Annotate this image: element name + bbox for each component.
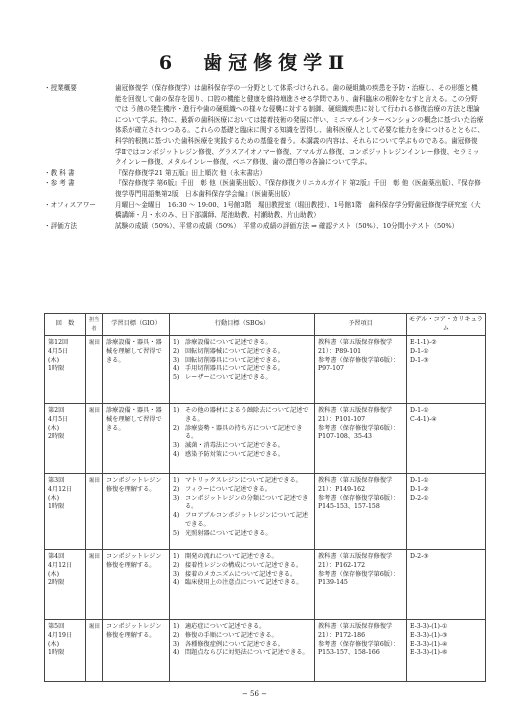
core-item: E-1-1)-② <box>410 339 437 346</box>
session-cell: 第2回 4月5日 (木) 2時限 <box>45 404 86 474</box>
core-item: D-1-① <box>410 477 429 484</box>
table-row <box>45 620 486 682</box>
info-row <box>44 83 484 168</box>
sbo-text: その他の器材によるう蝕除去について記述できる。 <box>185 407 309 423</box>
sbo-number: 3) <box>173 356 180 364</box>
core-list <box>410 623 483 658</box>
sbo-item <box>173 477 312 486</box>
teacher-cell: 堀田 <box>86 404 103 474</box>
sbo-text: 診療設備について記述できる。 <box>185 339 272 346</box>
info-text: 歯冠修復学（保存修復学）は歯科保存学の一分野として体系づけられる。歯の硬組織の疾患を予防・治療し、その形態と機能を回復して歯の保存を図り、口腔の機能と健康を維持増進させる学問であり、歯科臨床の根幹をなすと言える。この分野では う蝕の発生機序・進行や歯の硬組織への様々な侵襲に対する制御、硬組織疾患に対して行われる修復治療の方法と理論について学ぶ。特に、最新の歯科医療においては接着技術の発展に伴い、ミニマルインターベンションの概念に基づいた治療体系が確立されつつある。これらの基礎と臨床に関する知識を習得し、歯科医療人として必要な能力を身につけるとともに、科学的根拠に基づいた歯科医療を実践するための基盤を養う。本講義の内容は、それらについて学ぶものである。歯冠修復学Ⅱではコンポジットレジン修復、グラスアイオノマー修復、アマルガム修復、コンポジットレジンインレー修復、セラミックインレー修復、メタルインレー修復、ベニア修復、歯の漂白等の各論について学ぶ。 <box>115 84 484 167</box>
sbo-text: 診療姿勢・器具の持ち方について記述できる。 <box>185 424 303 441</box>
sbo-cell <box>170 404 315 474</box>
sbo-text: 開発の流れについて記述できる。 <box>185 553 278 560</box>
gio-cell: コンポジットレジン修復を理解する。 <box>103 474 170 550</box>
core-cell <box>407 620 486 682</box>
sbo-text: コンポジットレジンの分類について記述できる。 <box>185 494 309 511</box>
sbo-item <box>173 530 312 539</box>
sbo-list <box>173 623 312 658</box>
sbo-number: 4) <box>173 450 180 458</box>
core-cell <box>407 550 486 620</box>
sbo-text: 回転切削器具について記述できる。 <box>185 356 284 364</box>
header-session: 回 数 <box>45 314 86 336</box>
sbo-item <box>173 374 312 383</box>
header-sbo: 行動目標（SBOs） <box>170 314 315 336</box>
info-row <box>44 178 484 199</box>
gio-cell: コンポジットレジン修復を理解する。 <box>103 620 170 682</box>
sbo-number: 2) <box>173 631 180 639</box>
sbo-list <box>173 477 312 539</box>
sbo-number: 2) <box>173 424 180 432</box>
sbo-cell <box>170 474 315 550</box>
sbo-list <box>173 339 312 383</box>
info-label: ・授業概要 <box>44 84 77 92</box>
info-text: 『保存修復学21 第五版』田上順次 他（永末書店） <box>115 168 267 177</box>
table-header-row <box>45 314 486 336</box>
info-row <box>44 200 484 221</box>
sbo-text: 回転切削器械について記述できる。 <box>185 347 284 355</box>
sbo-number: 4) <box>173 649 180 657</box>
sbo-text: レーザーについて記述できる。 <box>185 374 272 382</box>
core-item: D-1-② <box>410 485 429 493</box>
core-list <box>410 553 483 562</box>
sbo-item <box>173 649 312 658</box>
info-row <box>44 221 484 232</box>
gio-cell: 診療設備・器具・器械を理解して習得できる。 <box>103 336 170 404</box>
sbo-item <box>173 632 312 641</box>
sbo-number: 3) <box>173 494 180 502</box>
sbo-text: 各種修復症例について記述できる。 <box>185 640 284 648</box>
sbo-list <box>173 553 312 588</box>
info-label: ・教 科 書 <box>44 168 75 177</box>
gio-cell: 診療設備・器具・器械を理解して習得できる。 <box>103 404 170 474</box>
table-row <box>45 336 486 404</box>
session-cell: 第5回 4月19日 (木) 1時限 <box>45 620 86 682</box>
sbo-number: 2) <box>173 561 180 569</box>
sbo-text: フィラーについて記述できる。 <box>185 485 272 493</box>
header-gio: 学習目標（GIO） <box>103 314 170 336</box>
prep-cell: 教科書（第五版保存修復学21）：P101-107 参考書（保存修復学第6版）：P107-108、35-43 <box>315 404 407 474</box>
sbo-number: 5) <box>173 529 180 537</box>
sbo-number: 2) <box>173 347 180 355</box>
sbo-item <box>173 425 312 443</box>
sbo-item <box>173 562 312 571</box>
sbo-item <box>173 486 312 495</box>
sbo-number: 2) <box>173 485 180 493</box>
core-item: D-1-① <box>410 407 429 414</box>
info-text: 『保存修復学 第6版』千田 彰 他（医歯薬出版）、『保存修復クリニカルガイド 第2版』千田 彰 他（医歯薬出版）、『保存修復学専門用語集第2版 日本歯科保存学会編』（医歯薬出版） <box>115 179 481 198</box>
sbo-text: 修復の手順について記述できる。 <box>185 631 278 639</box>
sbo-text: マトリックスレジンについて記述できる。 <box>185 477 302 484</box>
table-row <box>45 474 486 550</box>
sbo-cell <box>170 550 315 620</box>
core-item: D-2-① <box>410 494 429 502</box>
sbo-number: 4) <box>173 365 180 373</box>
core-cell <box>407 336 486 404</box>
sbo-item <box>173 407 312 425</box>
sbo-text: 接着のメカニズムについて記述できる。 <box>185 570 297 578</box>
sbo-item <box>173 495 312 513</box>
core-cell <box>407 474 486 550</box>
header-core: モデル・コア・カリキュラム <box>407 314 486 336</box>
sbo-cell <box>170 336 315 404</box>
core-item: E-3-3)-(1)-⑥ <box>410 649 448 657</box>
info-label: ・オフィスアワー <box>44 200 97 209</box>
core-item: C-4-1)-④ <box>410 415 437 423</box>
teacher-cell: 堀田 <box>86 336 103 404</box>
info-text: 試験の成績（50%）、平常の成績（50%） 平常の成績の評価方法 ⇒ 確認テスト（50%）、10分間小テスト（50%） <box>115 221 459 230</box>
table-row <box>45 550 486 620</box>
gio-cell: コンポジットレジン修復を理解する。 <box>103 550 170 620</box>
session-cell: 第3回 4月12日 (木) 1時限 <box>45 474 86 550</box>
core-list <box>410 407 483 425</box>
sbo-item <box>173 442 312 451</box>
core-item: D-1-③ <box>410 356 429 364</box>
sbo-text: 問題点ならびに対処法について記述できる。 <box>185 649 309 657</box>
sbo-item <box>173 579 312 588</box>
sbo-list <box>173 407 312 460</box>
sbo-number: 4) <box>173 512 180 520</box>
sbo-number: 3) <box>173 570 180 578</box>
sbo-text: 滅菌・消毒法について記述できる。 <box>185 442 284 450</box>
core-item: D-2-③ <box>410 553 429 560</box>
sbo-number: 5) <box>173 374 180 382</box>
sbo-text: 適応症について記述できる。 <box>185 623 266 630</box>
header-prep: 予習項目 <box>315 314 407 336</box>
page-title: 6 歯冠修復学Ⅱ <box>158 52 351 74</box>
sbo-number: 1) <box>173 477 180 484</box>
prep-cell: 教科書（第五版保存修復学21）：P149-162 参考書（保存修復学第6版）：P145-153、157-158 <box>315 474 407 550</box>
sbo-number: 3) <box>173 442 180 450</box>
core-list <box>410 477 483 503</box>
course-info <box>44 83 484 231</box>
sbo-text: 感染予防対策について記述できる。 <box>185 450 284 458</box>
schedule-table <box>44 313 486 682</box>
sbo-text: 接着性レジンの構成について記述できる。 <box>185 561 303 569</box>
sbo-text: フロアブルコンポジットレジンについて記述できる。 <box>185 512 309 528</box>
sbo-text: 臨床使用上の注意点について記述できる。 <box>185 579 303 587</box>
table-row <box>45 404 486 474</box>
sbo-text: 手用切削器具について記述できる。 <box>185 365 284 373</box>
sbo-number: 1) <box>173 407 180 414</box>
sbo-item <box>173 339 312 348</box>
session-cell: 第4回 4月12日 (木) 2時限 <box>45 550 86 620</box>
core-item: E-3-3)-(1)-① <box>410 623 448 630</box>
info-label: ・評価方法 <box>44 221 77 230</box>
sbo-item <box>173 623 312 632</box>
sbo-text: 光照射器について記述できる。 <box>185 529 272 537</box>
sbo-item <box>173 553 312 562</box>
prep-cell: 教科書（第五版保存修復学21）：P89-101 参考書（保存修復学第6版）：P97-107 <box>315 336 407 404</box>
teacher-cell: 堀田 <box>86 474 103 550</box>
prep-cell: 教科書（第五版保存修復学21）：P172-186 参考書（保存修復学第6版）：P153-157、158-166 <box>315 620 407 682</box>
core-item: E-3-3)-(1)-④ <box>410 640 448 648</box>
info-row <box>44 168 484 179</box>
sbo-cell <box>170 620 315 682</box>
sbo-number: 4) <box>173 579 180 587</box>
sbo-number: 1) <box>173 553 180 560</box>
teacher-cell: 堀田 <box>86 550 103 620</box>
page-number: − 56 − <box>241 690 268 698</box>
sbo-item <box>173 348 312 357</box>
core-list <box>410 339 483 365</box>
sbo-number: 1) <box>173 623 180 630</box>
sbo-number: 3) <box>173 640 180 648</box>
teacher-cell: 堀田 <box>86 620 103 682</box>
session-cell: 第12回 4月5日 (木) 1時限 <box>45 336 86 404</box>
core-cell <box>407 404 486 474</box>
core-item: D-1-① <box>410 347 429 355</box>
info-label: ・参 考 書 <box>44 179 75 188</box>
sbo-item <box>173 365 312 374</box>
prep-cell: 教科書（第五版保存修復学21）：P162-172 参考書（保存修復学第6版）：P139-145 <box>315 550 407 620</box>
core-item: E-3-3)-(1)-③ <box>410 631 448 639</box>
header-teacher: 担当者 <box>86 314 103 336</box>
sbo-number: 1) <box>173 339 180 346</box>
sbo-item <box>173 512 312 530</box>
sbo-item <box>173 451 312 460</box>
info-text: 月曜日〜金曜日 16:30 〜 19:00、1号館3階 堀田教授室（堀田教授）、1号館1階 歯科保存学分野歯冠修復学研究室（大橋講師・月・水のみ、日下部講師、尾池助教、村瀬助教、片山助教） <box>115 200 481 220</box>
